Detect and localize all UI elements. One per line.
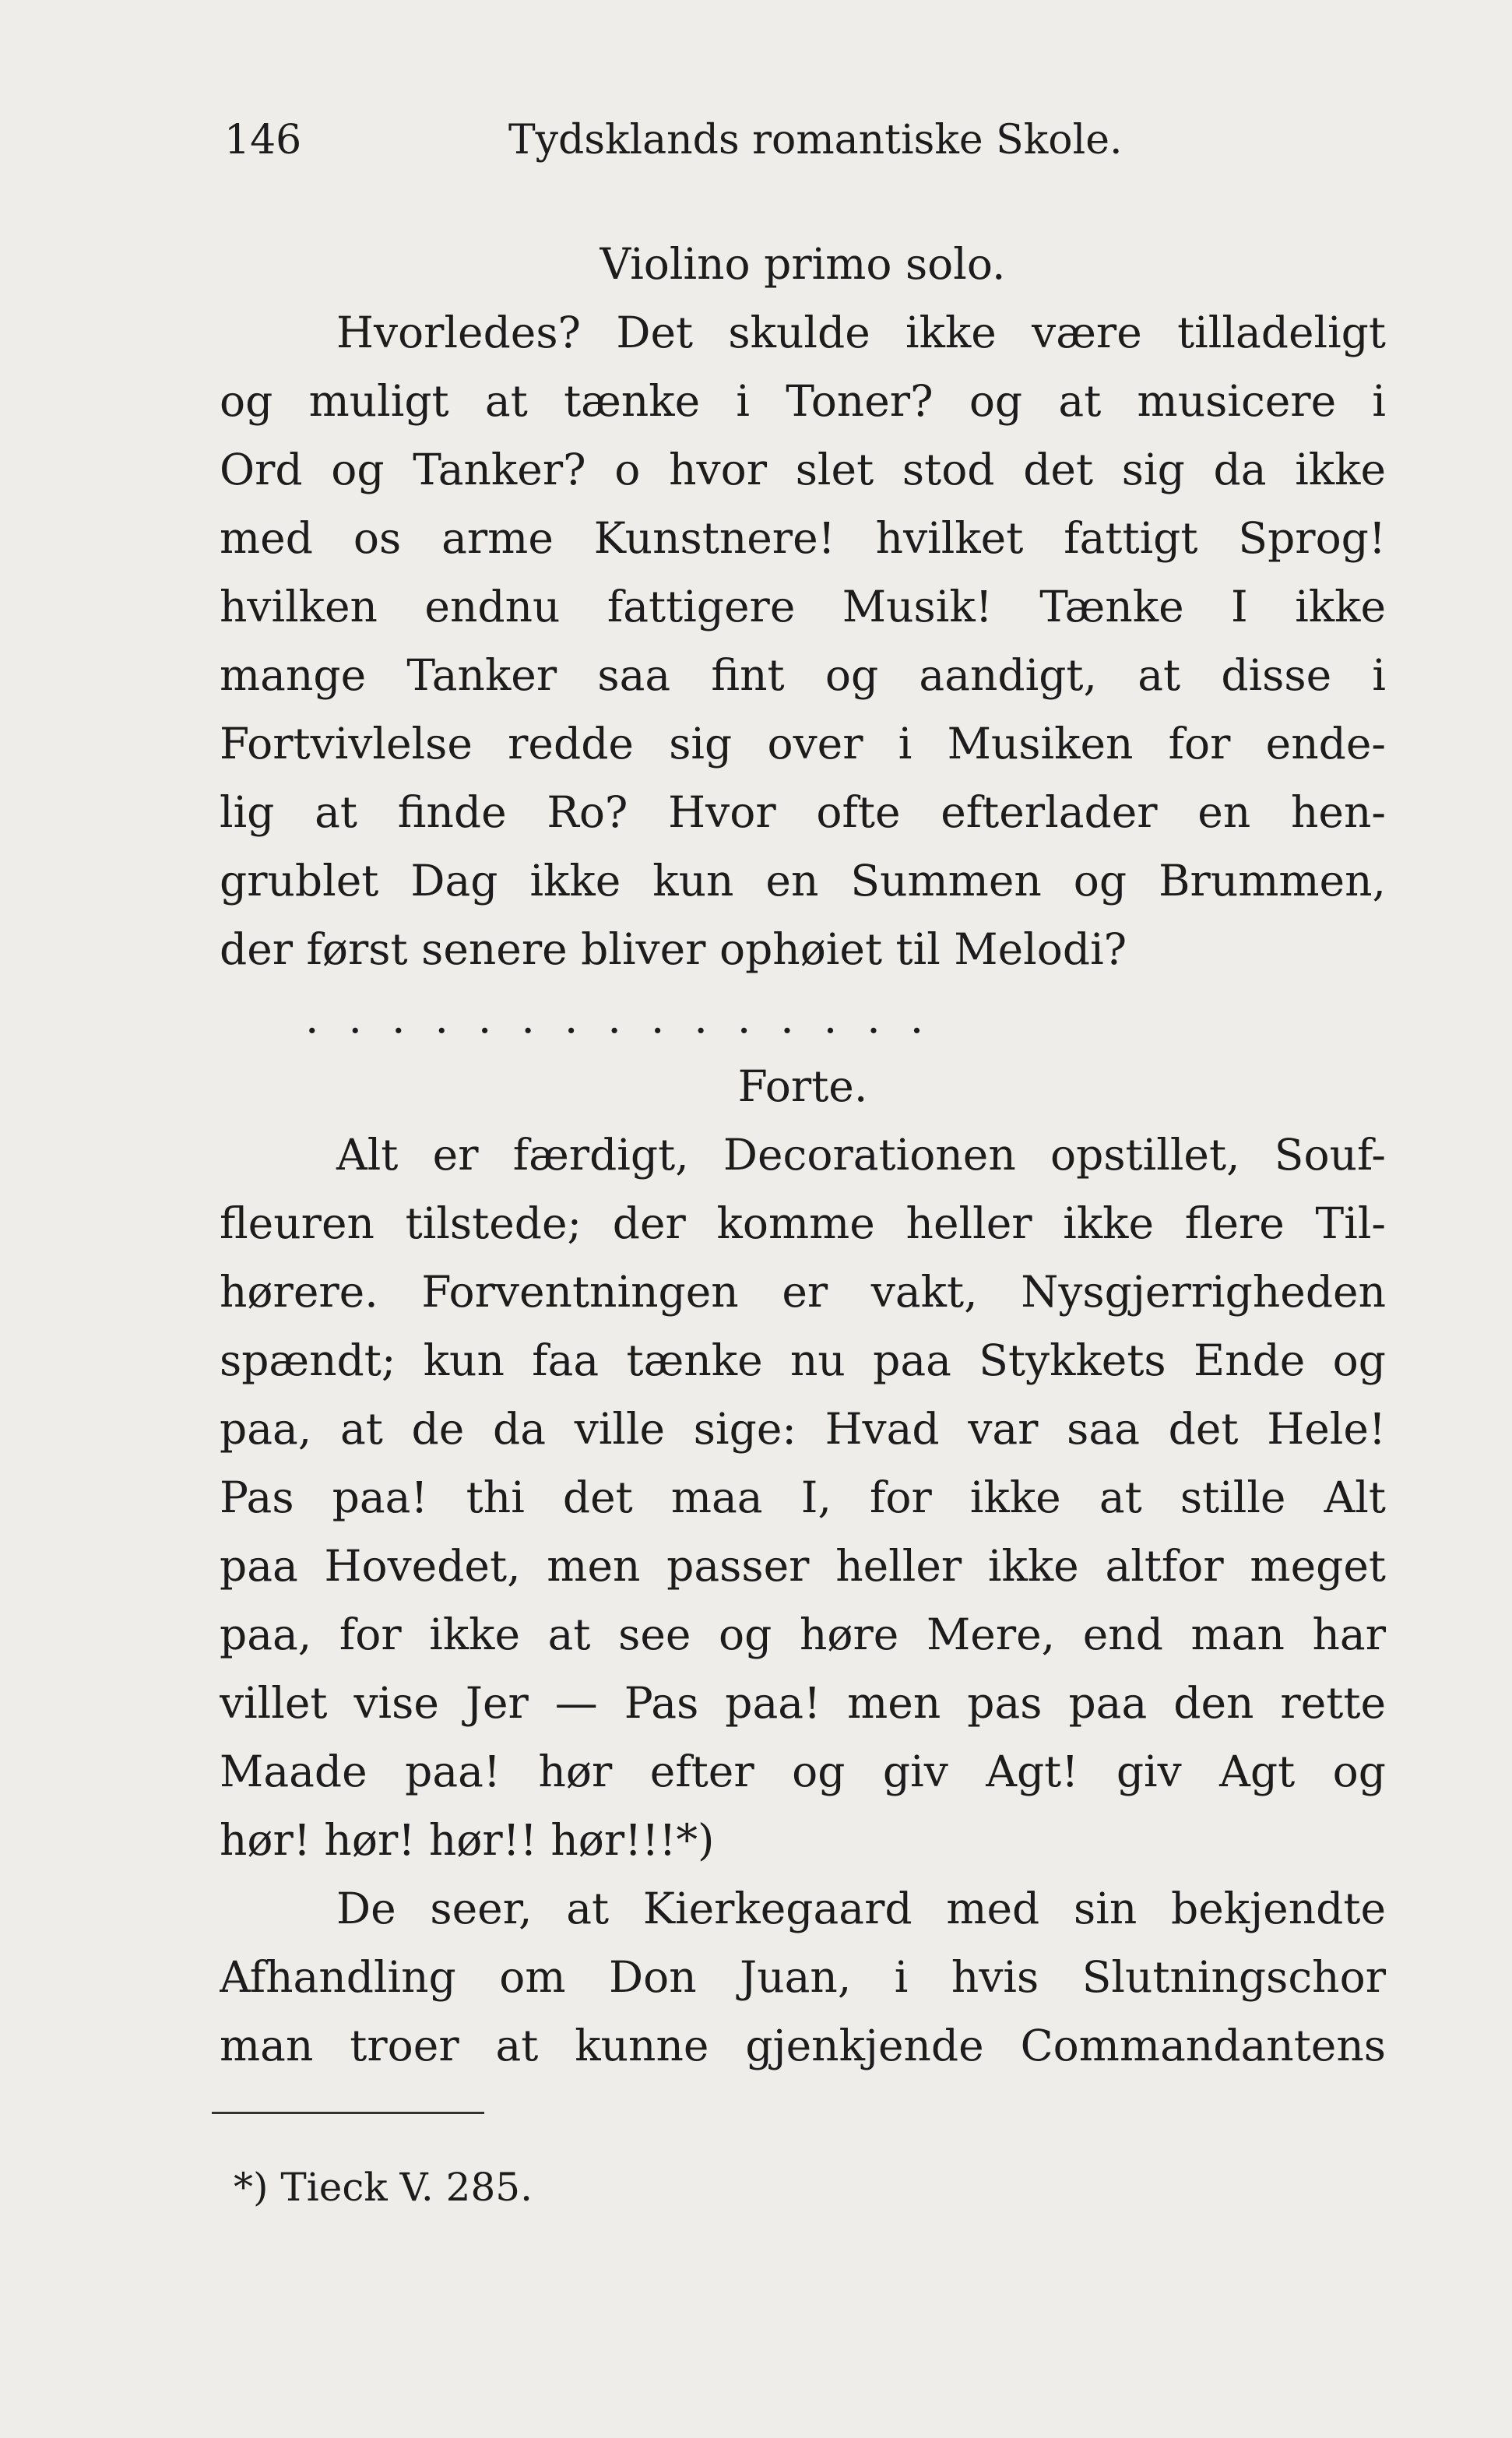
text-line: man troer at kunne gjenkjende Commandantens bbox=[220, 2021, 1386, 2070]
footnote: *) Tieck V. 285. bbox=[234, 2165, 533, 2210]
text-line: Ord og Tanker? o hvor slet stod det sig da ikke bbox=[220, 445, 1386, 494]
text-line: og muligt at tænke i Toner? og at musicere i bbox=[220, 376, 1386, 426]
text-line: grublet Dag ikke kun en Summen og Brummen, bbox=[220, 856, 1386, 906]
page-header bbox=[224, 117, 1386, 179]
text-line: hvilken endnu fattigere Musik! Tænke I ikke bbox=[220, 582, 1386, 631]
section-heading-forte: Forte. bbox=[737, 1061, 868, 1111]
text-line: hørere. Forventningen er vakt, Nysgjerrigheden bbox=[220, 1267, 1386, 1317]
running-title: Tydsklands romantiske Skole. bbox=[508, 117, 1123, 164]
text-line: med os arme Kunstnere! hvilket fattigt Sprog! bbox=[220, 513, 1386, 563]
text-line: paa Hovedet, men passer heller ikke altfor meget bbox=[220, 1541, 1386, 1591]
footnote-divider bbox=[212, 2112, 484, 2114]
text-line: Fortvivlelse redde sig over i Musiken for ende- bbox=[220, 719, 1386, 769]
text-line: fleuren tilstede; der komme heller ikke flere Til- bbox=[220, 1198, 1386, 1248]
text-line: Alt er færdigt, Decorationen opstillet, Souf- bbox=[336, 1130, 1386, 1180]
page-number: 146 bbox=[224, 117, 302, 164]
text-line: lig at finde Ro? Hvor ofte efterlader en hen- bbox=[220, 787, 1386, 837]
text-line: spændt; kun faa tænke nu paa Stykkets Ende og bbox=[220, 1335, 1386, 1385]
text-line: villet vise Jer — Pas paa! men pas paa den rette bbox=[220, 1678, 1386, 1728]
text-line: hør! hør! hør!! hør!!!*) bbox=[220, 1815, 715, 1865]
text-line: der først senere bliver ophøiet til Melodi? bbox=[220, 924, 1127, 974]
text-line: paa, at de da ville sige: Hvad var saa det Hele! bbox=[220, 1404, 1386, 1454]
text-line: Hvorledes? Det skulde ikke være tilladeligt bbox=[336, 308, 1386, 357]
text-line: Pas paa! thi det maa I, for ikke at stille Alt bbox=[220, 1472, 1386, 1522]
text-line: mange Tanker saa fint og aandigt, at disse i bbox=[220, 650, 1386, 700]
text-line: De seer, at Kierkegaard med sin bekjendte bbox=[336, 1884, 1386, 1933]
text-line: Maade paa! hør efter og giv Agt! giv Agt og bbox=[220, 1747, 1386, 1796]
text-line: Afhandling om Don Juan, i hvis Slutningschor bbox=[220, 1952, 1386, 2002]
ellipsis-divider: ............... bbox=[305, 993, 954, 1043]
text-line: paa, for ikke at see og høre Mere, end man har bbox=[220, 1610, 1386, 1659]
text-body bbox=[220, 230, 1386, 2080]
section-heading-violino: Violino primo solo. bbox=[600, 239, 1006, 289]
